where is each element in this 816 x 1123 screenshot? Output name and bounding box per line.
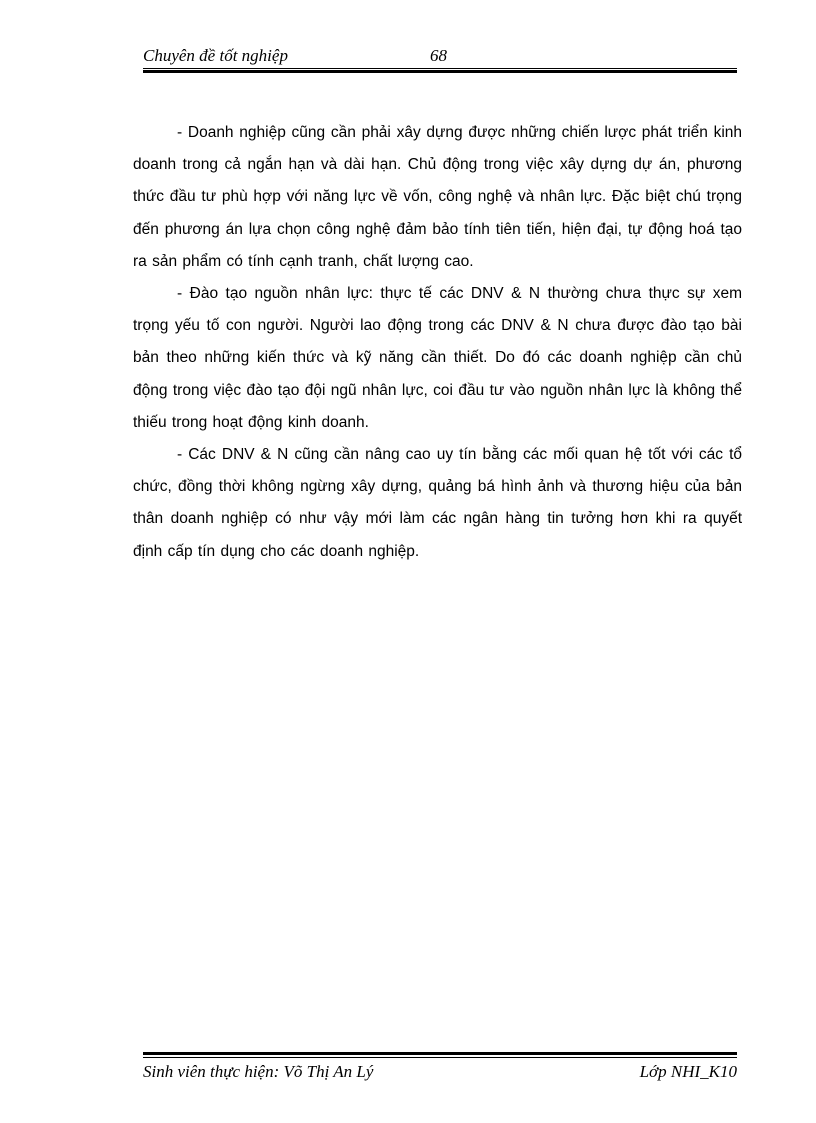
header-rule-thick: [143, 70, 737, 73]
body-text: [133, 117, 742, 568]
footer-class: Lớp NHI_K10: [639, 1062, 737, 1081]
page-header: [143, 44, 737, 68]
paragraph-business-strategy: - Doanh nghiệp cũng cần phải xây dựng được những chiến lược phát triển kinh doanh trong cả ngắn hạn và dài hạn. Chủ động trong việc xây dựng dự án, phương thức đầu tư phù hợp với năng lực về vốn, công nghệ và nhân lực. Đặc biệt chú trọng đến phương án lựa chọn công nghệ đảm bảo tính tiên tiến, hiện đại, tự động hoá tạo ra sản phẩm có tính cạnh tranh, chất lượng cao.: [133, 124, 742, 270]
footer-rule-thin: [143, 1057, 737, 1058]
page-number: 68: [430, 46, 447, 65]
paragraph-human-resources: - Đào tạo nguồn nhân lực: thực tế các DNV & N thường chưa thực sự xem trọng yếu tố con người. Người lao động trong các DNV & N chưa được đào tạo bài bản theo những kiến thức và kỹ năng cần thiết. Do đó các doanh nghiệp cần chủ động trong việc đào tạo đội ngũ nhân lực, coi đầu tư vào nguồn nhân lực là không thể thiếu trong hoạt động kinh doanh.: [133, 285, 742, 431]
header-rule-thin: [143, 68, 737, 69]
page-footer: [143, 1062, 737, 1084]
paragraph-reputation: - Các DNV & N cũng cần nâng cao uy tín bằng các mối quan hệ tốt với các tổ chức, đồng thời không ngừng xây dựng, quảng bá hình ảnh và thương hiệu của bản thân doanh nghiệp có như vậy mới làm các ngân hàng tin tưởng hơn khi ra quyết định cấp tín dụng cho các doanh nghiệp.: [133, 446, 742, 560]
footer-author: Sinh viên thực hiện: Võ Thị An Lý: [143, 1062, 374, 1081]
document-title: Chuyên đề tốt nghiệp: [143, 46, 288, 65]
footer-rule-thick: [143, 1052, 737, 1055]
